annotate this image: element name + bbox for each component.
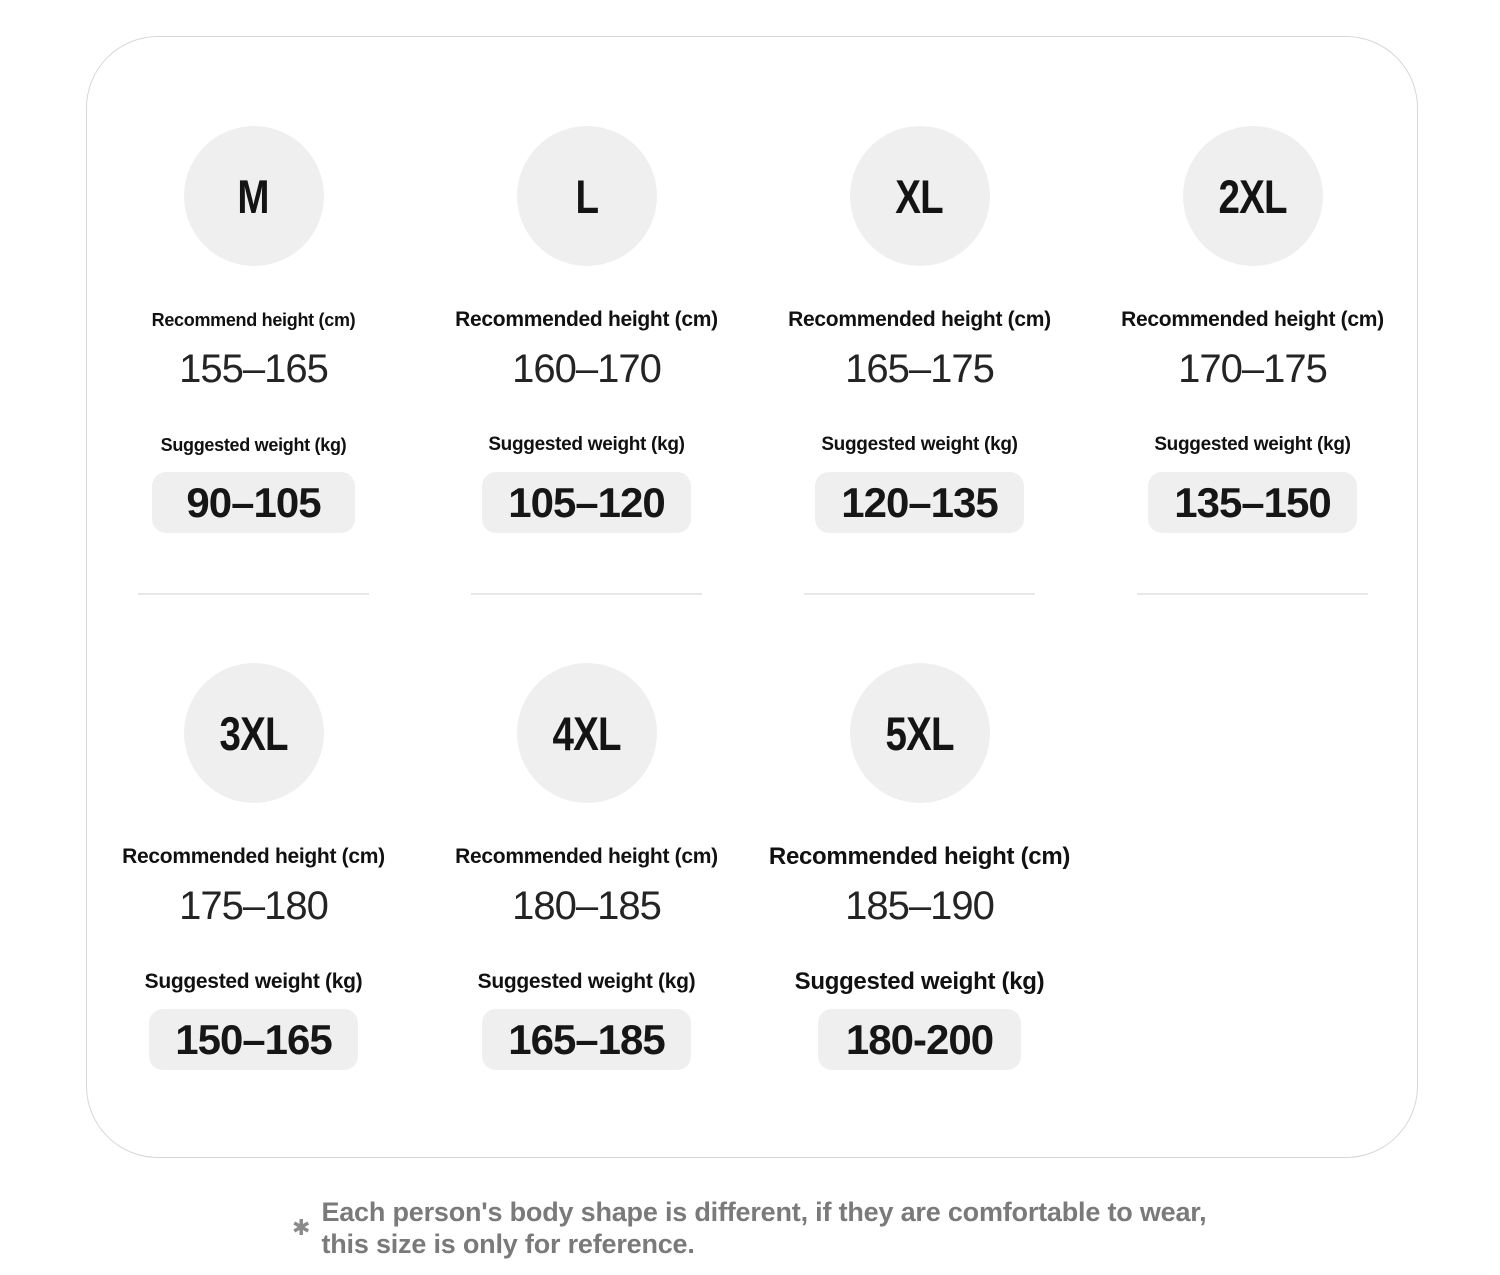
weight-range-pill [482, 1009, 691, 1070]
height-label: Recommended height (cm) [122, 845, 385, 868]
weight-range-value: 120–135 [841, 478, 998, 526]
size-badge-label: 2XL [1218, 169, 1287, 223]
weight-label: Suggested weight (kg) [794, 968, 1045, 995]
weight-range-value: 90–105 [186, 478, 321, 526]
size-badge-label: XL [895, 169, 944, 223]
footnote-text: Each person's body shape is different, if they are comfortable to wear, this size is only for reference. [321, 1197, 1207, 1259]
height-range-value: 165–175 [845, 347, 994, 391]
height-label: Recommended height (cm) [788, 308, 1051, 331]
height-range-value: 155–165 [179, 347, 328, 391]
weight-range-pill [1148, 472, 1357, 533]
weight-label: Suggested weight (kg) [488, 434, 685, 455]
size-column-5xl [753, 595, 1086, 1070]
size-badge-3xl [184, 663, 324, 803]
size-column-3xl [87, 595, 420, 1070]
size-column-xl [753, 37, 1086, 595]
size-badge-2xl [1183, 126, 1323, 266]
size-grid [87, 37, 1417, 1070]
size-badge-label: M [237, 169, 270, 223]
weight-range-value: 150–165 [175, 1015, 332, 1063]
weight-label: Suggested weight (kg) [160, 435, 347, 455]
height-label: Recommended height (cm) [455, 308, 718, 331]
size-badge-l [517, 126, 657, 266]
weight-label: Suggested weight (kg) [1154, 434, 1351, 455]
height-label: Recommended height (cm) [1121, 308, 1384, 331]
asterisk-icon: ✱ [292, 1215, 311, 1240]
size-badge-label: 3XL [219, 706, 288, 760]
height-range-value: 180–185 [512, 884, 661, 928]
height-range-value: 160–170 [512, 347, 661, 391]
weight-label: Suggested weight (kg) [144, 970, 363, 993]
column-divider [1137, 593, 1368, 595]
weight-range-pill [152, 472, 355, 533]
weight-label: Suggested weight (kg) [821, 434, 1018, 455]
size-badge-label: 4XL [552, 706, 621, 760]
weight-range-value: 165–185 [508, 1015, 665, 1063]
height-label: Recommended height (cm) [455, 845, 718, 868]
height-label: Recommended height (cm) [768, 843, 1071, 870]
size-column-l [420, 37, 753, 595]
height-label: Recommend height (cm) [151, 310, 356, 330]
size-column-4xl [420, 595, 753, 1070]
size-badge-4xl [517, 663, 657, 803]
size-badge-m [184, 126, 324, 266]
size-badge-xl [850, 126, 990, 266]
weight-range-value: 180-200 [845, 1015, 994, 1063]
size-column-m [87, 37, 420, 595]
weight-range-value: 105–120 [508, 478, 665, 526]
weight-label: Suggested weight (kg) [477, 970, 696, 993]
size-badge-5xl [850, 663, 990, 803]
size-column-2xl [1086, 37, 1419, 595]
weight-range-pill [818, 1009, 1021, 1070]
size-badge-label: L [575, 169, 598, 223]
height-range-value: 170–175 [1178, 347, 1327, 391]
height-range-value: 185–190 [845, 884, 994, 928]
height-range-value: 175–180 [179, 884, 328, 928]
size-badge-label: 5XL [885, 706, 954, 760]
weight-range-value: 135–150 [1174, 478, 1331, 526]
footnote [292, 1196, 1252, 1260]
weight-range-pill [815, 472, 1024, 533]
weight-range-pill [149, 1009, 358, 1070]
size-chart-card [86, 36, 1418, 1158]
weight-range-pill [482, 472, 691, 533]
